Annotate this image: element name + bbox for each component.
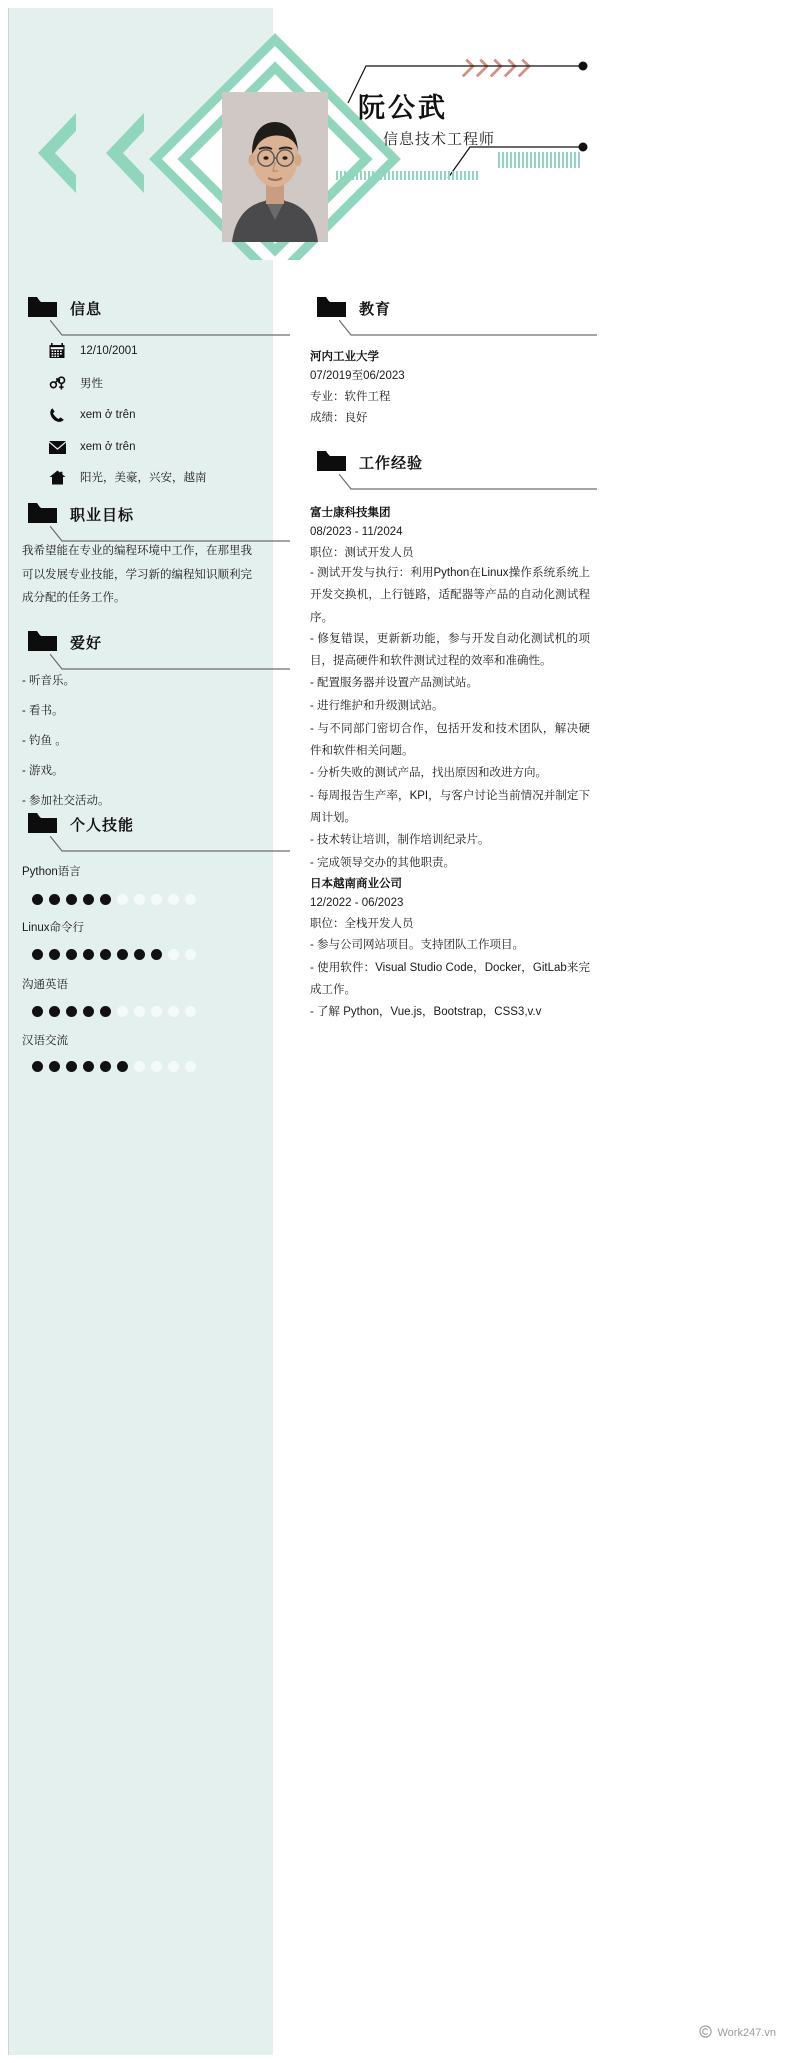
info-row-birthdate	[48, 342, 138, 360]
header-band	[8, 8, 792, 260]
objective-body: 我希望能在专业的编程环境中工作，在那里我可以发展专业技能，学习新的编程知识顺利完成分配的任务工作。	[22, 545, 252, 605]
folder-icon	[317, 450, 347, 472]
skill-label: Linux命令行	[22, 922, 84, 934]
job-company: 富士康科技集团	[310, 507, 391, 519]
skill-rating	[32, 1061, 196, 1072]
job-bullet: - 每周报告生产率，KPI，与客户讨论当前情况并制定下周计划。	[310, 790, 590, 825]
job-bullet: - 技术转让培训，制作培训纪录片。	[310, 834, 490, 846]
job-period: 08/2023 - 11/2024	[310, 526, 403, 538]
skill-dot	[66, 1061, 77, 1072]
skill-dot	[168, 949, 179, 960]
photo-diamond-frame	[186, 70, 364, 248]
arrow-decor-icon	[460, 60, 527, 76]
hobby-item: - 游戏。	[22, 765, 64, 777]
skill-dot	[168, 1061, 179, 1072]
skill-dot	[32, 894, 43, 905]
folder-icon	[28, 812, 58, 834]
skill-dot	[100, 1006, 111, 1017]
skill-dot	[134, 894, 145, 905]
info-row-phone	[48, 406, 135, 424]
avatar	[222, 92, 328, 242]
skill-dot	[185, 949, 196, 960]
job-bullet: - 完成领导交办的其他职责。	[310, 857, 456, 869]
job-period: 12/2022 - 06/2023	[310, 897, 404, 909]
skill-dot	[185, 1061, 196, 1072]
job-bullet: - 进行维护和升级测试站。	[310, 700, 444, 712]
job-bullet: - 配置服务器并设置产品测试站。	[310, 677, 479, 689]
copyright-icon	[699, 2025, 712, 2041]
job-bullet: - 了解 Python，Vue.js，Bootstrap，CSS3,v.v	[310, 1006, 542, 1018]
education-grade: 成绩：良好	[310, 412, 368, 424]
skill-dot	[83, 894, 94, 905]
skill-rating	[32, 1006, 196, 1017]
skill-dot	[134, 1061, 145, 1072]
info-row-gender	[48, 374, 103, 392]
hatch-decor-right	[498, 152, 580, 168]
skill-dot	[185, 894, 196, 905]
skill-dot	[49, 1006, 60, 1017]
hobby-item: - 看书。	[22, 705, 64, 717]
skill-dot	[168, 1006, 179, 1017]
skill-dot	[83, 1006, 94, 1017]
skill-dot	[66, 1006, 77, 1017]
skill-dot	[185, 1006, 196, 1017]
email-icon	[48, 438, 66, 456]
education-period: 07/2019至06/2023	[310, 370, 405, 382]
job-bullet: - 与不同部门密切合作，包括开发和技术团队，解决硬件和软件相关问题。	[310, 723, 590, 758]
skill-dot	[83, 1061, 94, 1072]
job-bullet: - 分析失败的测试产品，找出原因和改进方向。	[310, 767, 548, 779]
skill-dot	[32, 1061, 43, 1072]
skill-dot	[117, 1006, 128, 1017]
section-title: 工作经验	[359, 455, 424, 472]
skill-rating	[32, 949, 196, 960]
info-row-address	[48, 468, 207, 486]
folder-icon	[317, 296, 347, 318]
footer-text: Work247.vn	[717, 2027, 776, 2039]
skill-dot	[49, 894, 60, 905]
skill-dot	[100, 949, 111, 960]
footer-watermark	[699, 2025, 777, 2041]
skill-dot	[49, 1061, 60, 1072]
skill-dot	[168, 894, 179, 905]
skill-dot	[117, 949, 128, 960]
education-school: 河内工业大学	[310, 351, 379, 363]
hatch-decor-bottom	[336, 171, 478, 180]
hobby-item: - 听音乐。	[22, 675, 76, 687]
job-position: 职位：测试开发人员	[310, 547, 414, 559]
skill-dot	[151, 1006, 162, 1017]
folder-icon	[28, 502, 58, 524]
section-title: 职业目标	[70, 507, 135, 524]
home-icon	[48, 468, 66, 486]
skill-dot	[66, 949, 77, 960]
section-title: 教育	[359, 301, 392, 318]
skill-dot	[117, 1061, 128, 1072]
gender-icon	[48, 374, 66, 392]
info-value: 男性	[80, 378, 103, 390]
skill-label: 沟通英语	[22, 979, 68, 991]
calendar-icon	[48, 342, 66, 360]
skill-dot	[32, 1006, 43, 1017]
job-company: 日本越南商业公司	[310, 878, 402, 890]
section-title: 信息	[70, 301, 103, 318]
job-bullet: - 测试开发与执行：利用Python在Linux操作系统系统上开发交换机，上行链路，适配器等产品的自动化测试程序。	[310, 567, 590, 624]
folder-icon	[28, 296, 58, 318]
skill-dot	[151, 949, 162, 960]
job-bullet: - 参与公司网站项目。支持团队工作项目。	[310, 939, 525, 951]
section-rule	[50, 320, 290, 338]
sidebar-left-rule	[8, 8, 9, 2055]
phone-icon	[48, 406, 66, 424]
info-value: xem ở trên	[80, 441, 136, 453]
skill-dot	[134, 949, 145, 960]
education-major: 专业：软件工程	[310, 391, 391, 403]
hobby-item: - 参加社交活动。	[22, 795, 110, 807]
skill-dot	[83, 949, 94, 960]
skill-dot	[100, 894, 111, 905]
section-rule	[339, 320, 597, 338]
skill-dot	[151, 894, 162, 905]
section-title: 个人技能	[70, 817, 135, 834]
skill-dot	[32, 949, 43, 960]
hobby-item: - 钓鱼 。	[22, 735, 67, 747]
info-row-email	[48, 438, 135, 456]
section-rule	[339, 474, 597, 492]
skill-dot	[49, 949, 60, 960]
info-value: 12/10/2001	[80, 345, 138, 357]
info-value: 阳光，美豪，兴安，越南	[80, 472, 207, 484]
job-bullet: - 修复错误，更新新功能，参与开发自动化测试机的项目，提高硬件和软件测试过程的效率和准确性。	[310, 633, 590, 668]
folder-icon	[28, 630, 58, 652]
skill-dot	[100, 1061, 111, 1072]
info-value: xem ở trên	[80, 409, 136, 421]
skill-dot	[117, 894, 128, 905]
page-title: 阮公武	[358, 93, 448, 123]
job-title: 信息技术工程师	[383, 131, 496, 148]
skill-dot	[151, 1061, 162, 1072]
section-rule	[50, 654, 290, 672]
job-position: 职位：全栈开发人员	[310, 918, 414, 930]
skill-label: 汉语交流	[22, 1035, 68, 1047]
job-bullet: - 使用软件：Visual Studio Code，Docker，GitLab来完成工作。	[310, 962, 590, 997]
skill-dot	[134, 1006, 145, 1017]
section-rule	[50, 836, 290, 854]
section-title: 爱好	[70, 635, 103, 652]
skill-rating	[32, 894, 196, 905]
skill-dot	[66, 894, 77, 905]
skill-label: Python语言	[22, 866, 81, 878]
